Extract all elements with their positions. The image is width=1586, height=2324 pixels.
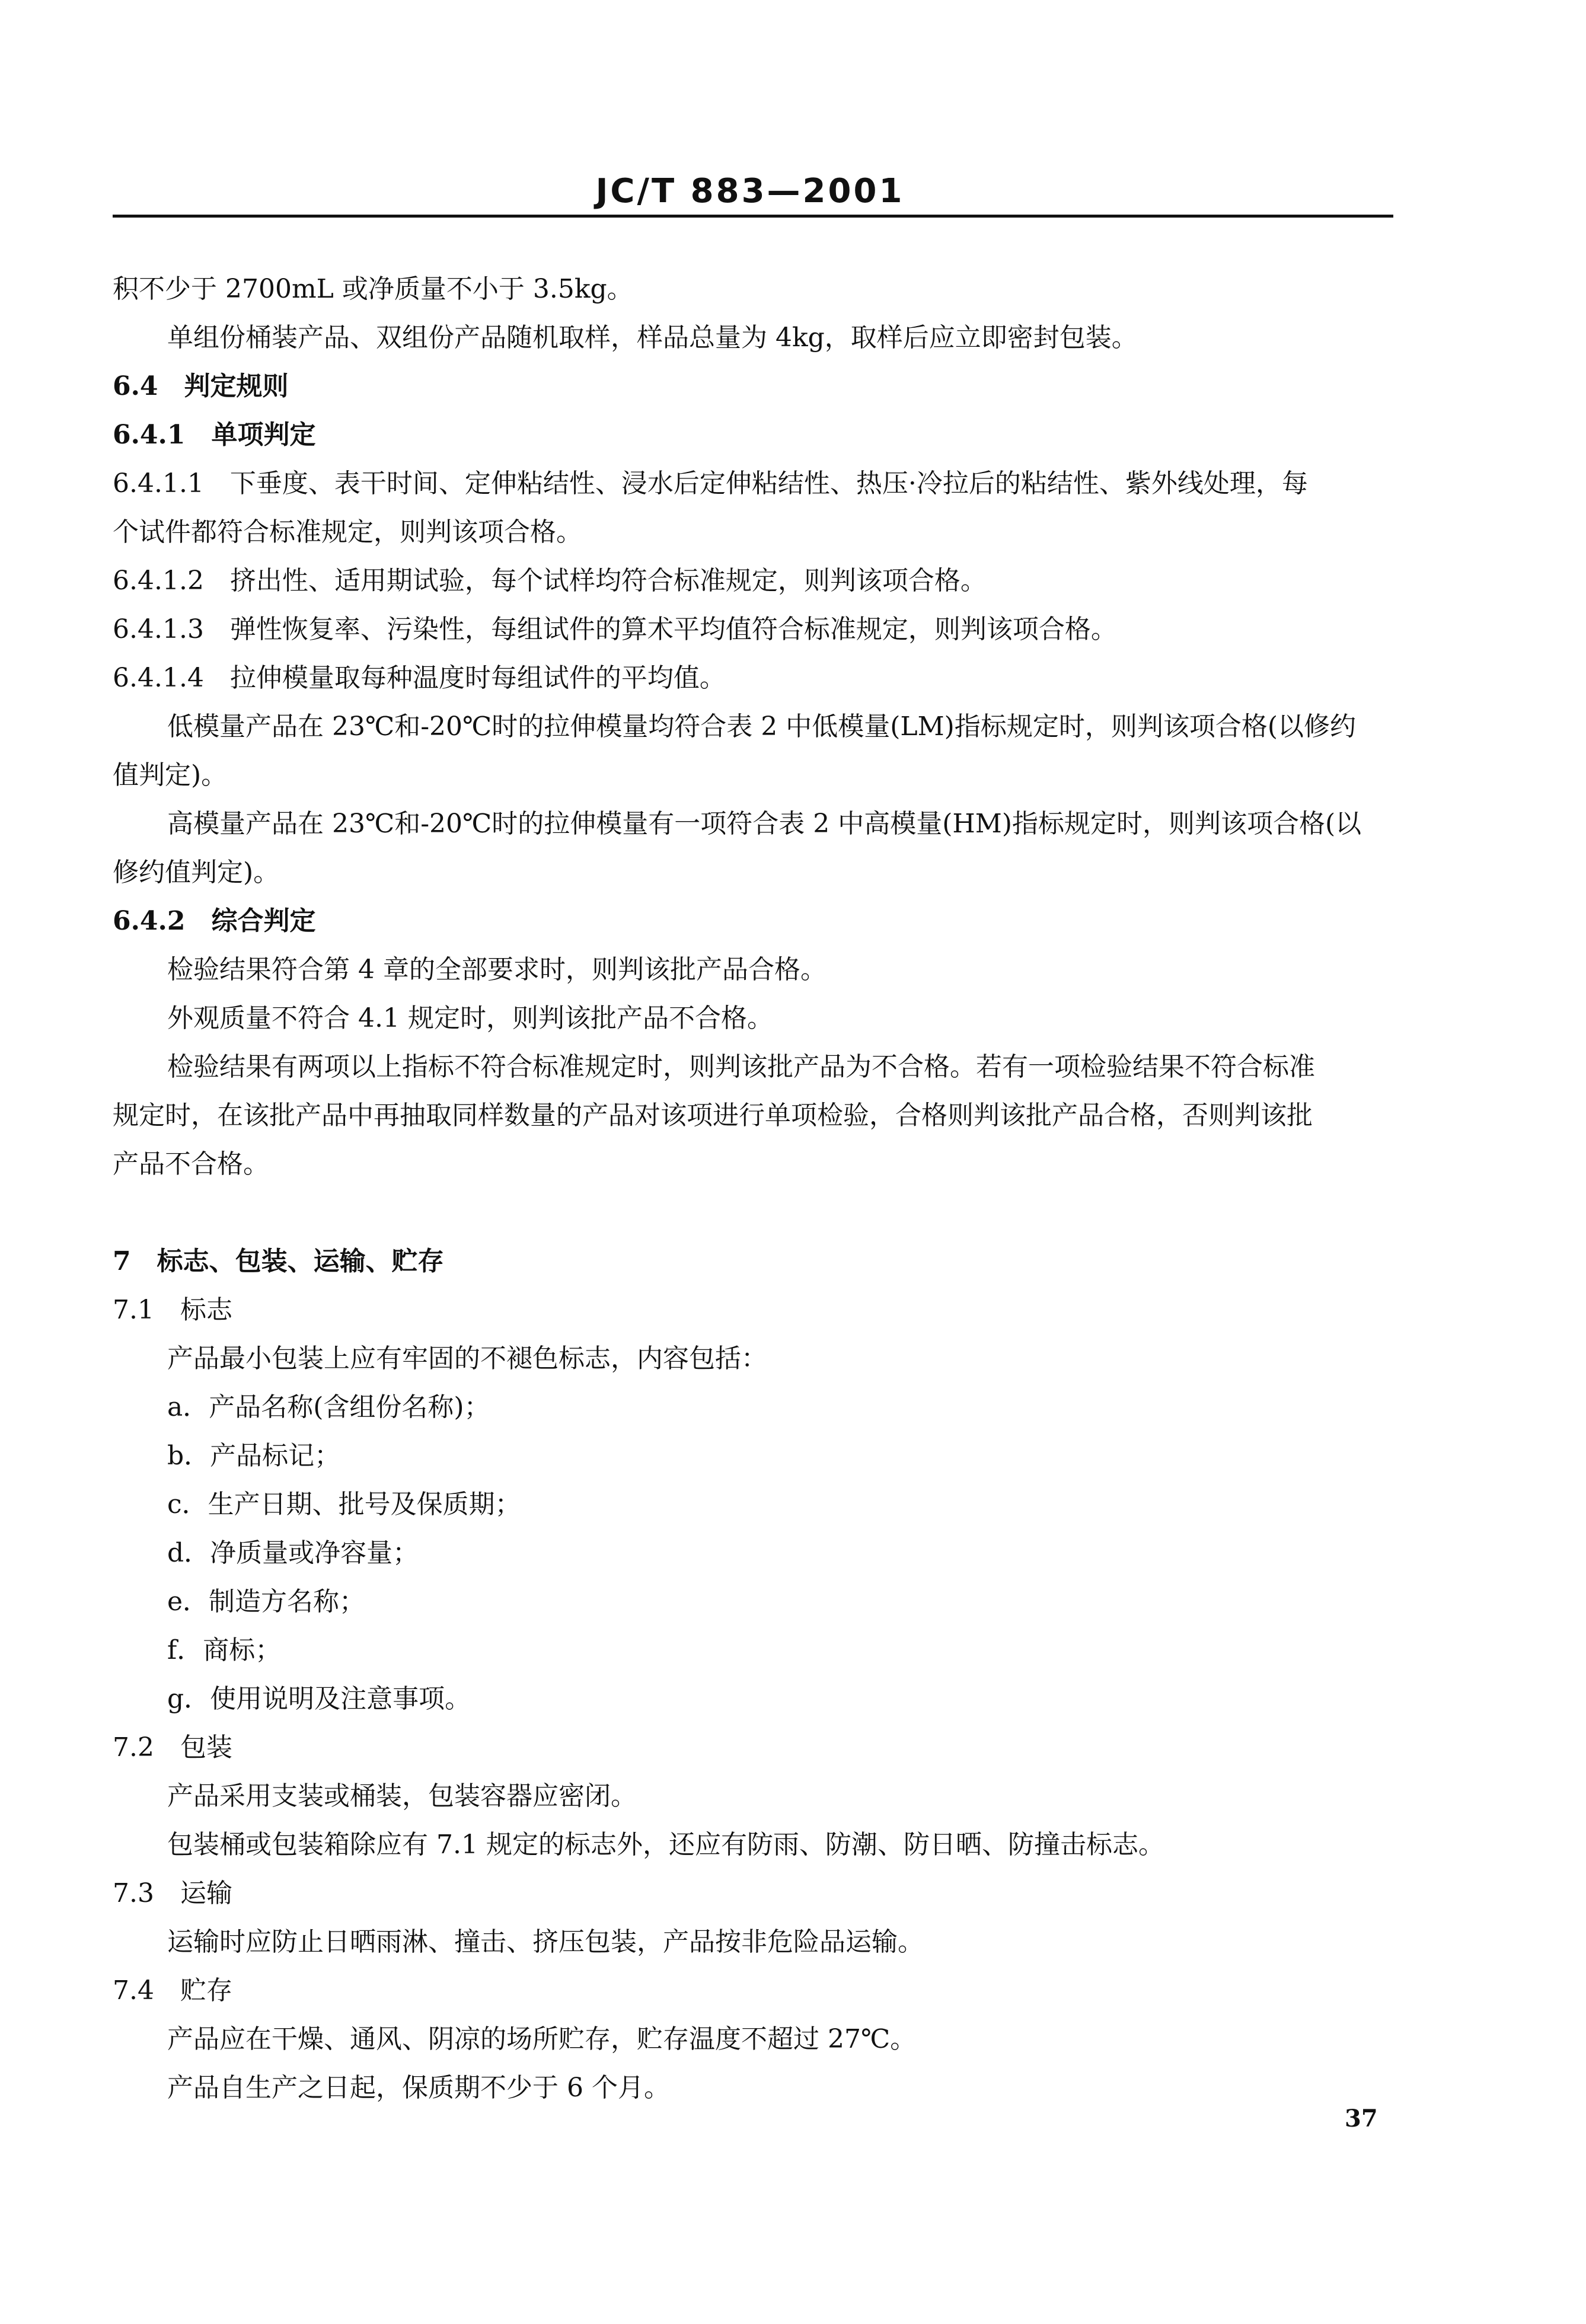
text-line: 高模量产品在 23℃和-20℃时的拉伸模量有一项符合表 2 中高模量(HM)指标规定时，则判该项合格(以	[167, 809, 1362, 839]
list-item: e．制造方名称；	[167, 1586, 366, 1617]
section-heading: 6.4 判定规则	[113, 371, 289, 401]
section-heading: 7.2 包装	[113, 1732, 232, 1763]
text-line: 产品不合格。	[113, 1149, 269, 1179]
text-line: 值判定)。	[113, 760, 228, 790]
section-heading: 7.3 运输	[113, 1878, 232, 1908]
text-line: 运输时应防止日晒雨淋、撞击、挤压包装，产品按非危险品运输。	[167, 1927, 924, 1957]
standard-number-header: JC/T 883—2001	[595, 172, 905, 210]
section-heading: 7.1 标志	[113, 1295, 232, 1325]
header-rule	[113, 215, 1393, 218]
text-line: 检验结果符合第 4 章的全部要求时，则判该批产品合格。	[167, 954, 826, 985]
text-line: 单组份桶装产品、双组份产品随机取样，样品总量为 4kg，取样后应立即密封包装。	[167, 323, 1138, 353]
text-line: 产品自生产之日起，保质期不少于 6 个月。	[167, 2073, 670, 2103]
text-line: 产品最小包装上应有牢固的不褪色标志，内容包括：	[167, 1343, 767, 1374]
text-line: 个试件都符合标准规定，则判该项合格。	[113, 517, 582, 547]
text-line: 6.4.1.1 下垂度、表干时间、定伸粘结性、浸水后定伸粘结性、热压·冷拉后的粘结性、紫外线处理，每	[113, 468, 1308, 499]
section-heading: 6.4.2 综合判定	[113, 906, 316, 936]
text-line: 修约值判定)。	[113, 857, 280, 888]
text-line: 6.4.1.4 拉伸模量取每种温度时每组试件的平均值。	[113, 663, 726, 693]
list-item: b．产品标记；	[167, 1441, 341, 1471]
list-item: a．产品名称(含组份名称)；	[167, 1392, 490, 1422]
text-line: 积不少于 2700mL 或净质量不小于 3.5kg。	[113, 274, 633, 304]
text-line: 产品采用支装或桶装，包装容器应密闭。	[167, 1781, 637, 1811]
list-item: g．使用说明及注意事项。	[167, 1684, 471, 1714]
chapter-heading: 7 标志、包装、运输、贮存	[113, 1246, 444, 1276]
list-item: d．净质量或净容量；	[167, 1538, 419, 1568]
list-item: f．商标；	[167, 1635, 282, 1665]
text-line: 6.4.1.3 弹性恢复率、污染性，每组试件的算术平均值符合标准规定，则判该项合格。	[113, 614, 1117, 644]
page-number: 37	[1345, 2105, 1378, 2133]
text-line: 包装桶或包装箱除应有 7.1 规定的标志外，还应有防雨、防潮、防日晒、防撞击标志。	[167, 1830, 1164, 1860]
text-line: 低模量产品在 23℃和-20℃时的拉伸模量均符合表 2 中低模量(LM)指标规定时，则判该项合格(以修约	[167, 711, 1357, 742]
text-line: 6.4.1.2 挤出性、适用期试验，每个试样均符合标准规定，则判该项合格。	[113, 566, 987, 596]
section-heading: 7.4 贮存	[113, 1975, 232, 2006]
list-item: c．生产日期、批号及保质期；	[167, 1489, 521, 1519]
text-line: 产品应在干燥、通风、阴凉的场所贮存，贮存温度不超过 27℃。	[167, 2024, 917, 2054]
section-heading: 6.4.1 单项判定	[113, 420, 316, 450]
text-line: 规定时，在该批产品中再抽取同样数量的产品对该项进行单项检验，合格则判该批产品合格，否则判该批	[113, 1100, 1313, 1131]
text-line: 检验结果有两项以上指标不符合标准规定时，则判该批产品为不合格。若有一项检验结果不符合标准	[167, 1052, 1315, 1082]
text-line: 外观质量不符合 4.1 规定时，则判该批产品不合格。	[167, 1003, 773, 1033]
